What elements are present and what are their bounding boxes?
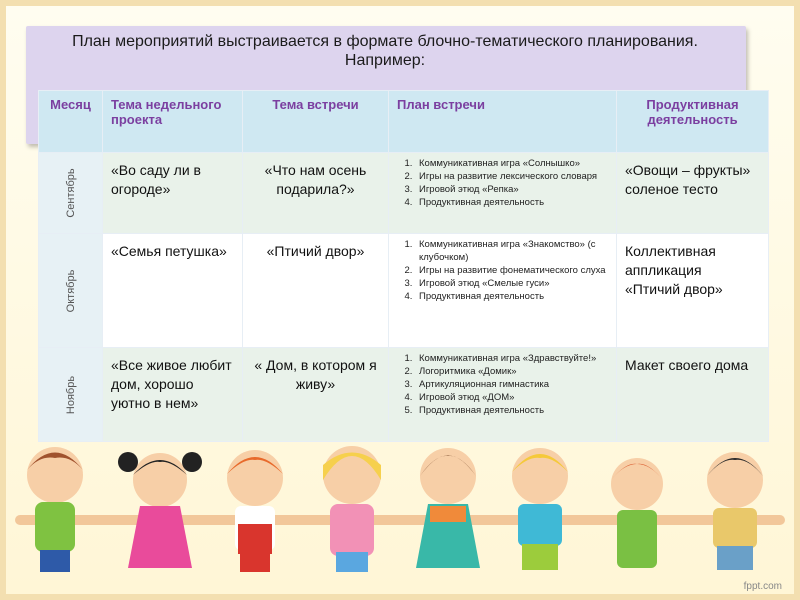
col-plan: План встречи	[389, 91, 617, 153]
plan-item: 3. Артикуляционная гимнастика	[415, 378, 610, 391]
activity-text: Макет своего дома	[625, 357, 749, 373]
month-cell	[39, 234, 103, 348]
col-project: Тема недельного проекта	[103, 91, 243, 153]
footer-credit: fppt.com	[743, 581, 782, 592]
project-text: «Во саду ли в огороде»	[111, 162, 201, 197]
meeting-text: «Что нам осень подарила?»	[264, 162, 367, 197]
plan-item: 4. Игровой этюд «ДОМ»	[415, 391, 610, 404]
project-cell	[103, 153, 243, 234]
plan-item: 4. Продуктивная деятельность	[415, 290, 610, 303]
plan-cell	[389, 234, 617, 348]
plan-item: 3. Игровой этюд «Смелые гуси»	[415, 277, 610, 290]
plan-table	[38, 90, 769, 442]
plan-list	[389, 153, 616, 209]
plan-cell	[389, 348, 617, 442]
plan-item: 1. Коммуникативная игра «Знакомство» (с клубочком)	[415, 238, 610, 264]
plan-item: 5. Продуктивная деятельность	[415, 404, 610, 417]
project-cell	[103, 348, 243, 442]
project-text: «Все живое любит дом, хорошо уютно в нем»	[111, 357, 232, 411]
meeting-text: «Птичий двор»	[266, 243, 365, 259]
table-row	[39, 234, 769, 348]
plan-item: 3. Игровой этюд «Репка»	[415, 183, 610, 196]
meeting-cell	[243, 153, 389, 234]
table-row	[39, 153, 769, 234]
plan-list	[389, 234, 616, 303]
meeting-text: « Дом, в котором я живу»	[254, 357, 377, 392]
title-line-2: Например:	[344, 52, 426, 69]
month-cell	[39, 348, 103, 442]
table-header-row	[39, 91, 769, 153]
col-activity: Продуктивная деятельность	[617, 91, 769, 153]
col-meeting: Тема встречи	[243, 91, 389, 153]
month-label: Ноябрь	[64, 375, 77, 414]
month-label: Октябрь	[64, 269, 77, 312]
project-cell	[103, 234, 243, 348]
activity-cell	[617, 153, 769, 234]
activity-text: «Овощи – фрукты» соленое тесто	[625, 162, 751, 197]
plan-item: 1. Коммуникативная игра «Здравствуйте!»	[415, 352, 610, 365]
children-illustration	[0, 440, 800, 590]
col-month: Месяц	[39, 91, 103, 153]
plan-item: 1. Коммуникативная игра «Солнышко»	[415, 157, 610, 170]
plan-item: 2. Игры на развитие фонематического слуха	[415, 264, 610, 277]
activity-text: Коллективная аппликация «Птичий двор»	[625, 243, 723, 297]
kids-group	[20, 446, 780, 572]
activity-cell	[617, 234, 769, 348]
month-cell	[39, 153, 103, 234]
title-line-1: План мероприятий выстраивается в формате блочно-тематического планирования.	[72, 33, 698, 50]
activity-cell	[617, 348, 769, 442]
plan-item: 2. Игры на развитие лексического словаря	[415, 170, 610, 183]
plan-cell	[389, 153, 617, 234]
slide-title	[30, 32, 740, 70]
plan-list	[389, 348, 616, 417]
month-label: Сентябрь	[64, 168, 77, 218]
plan-item: 2. Логоритмика «Домик»	[415, 365, 610, 378]
plan-item: 4. Продуктивная деятельность	[415, 196, 610, 209]
table-row	[39, 348, 769, 442]
meeting-cell	[243, 348, 389, 442]
meeting-cell	[243, 234, 389, 348]
project-text: «Семья петушка»	[111, 243, 227, 259]
